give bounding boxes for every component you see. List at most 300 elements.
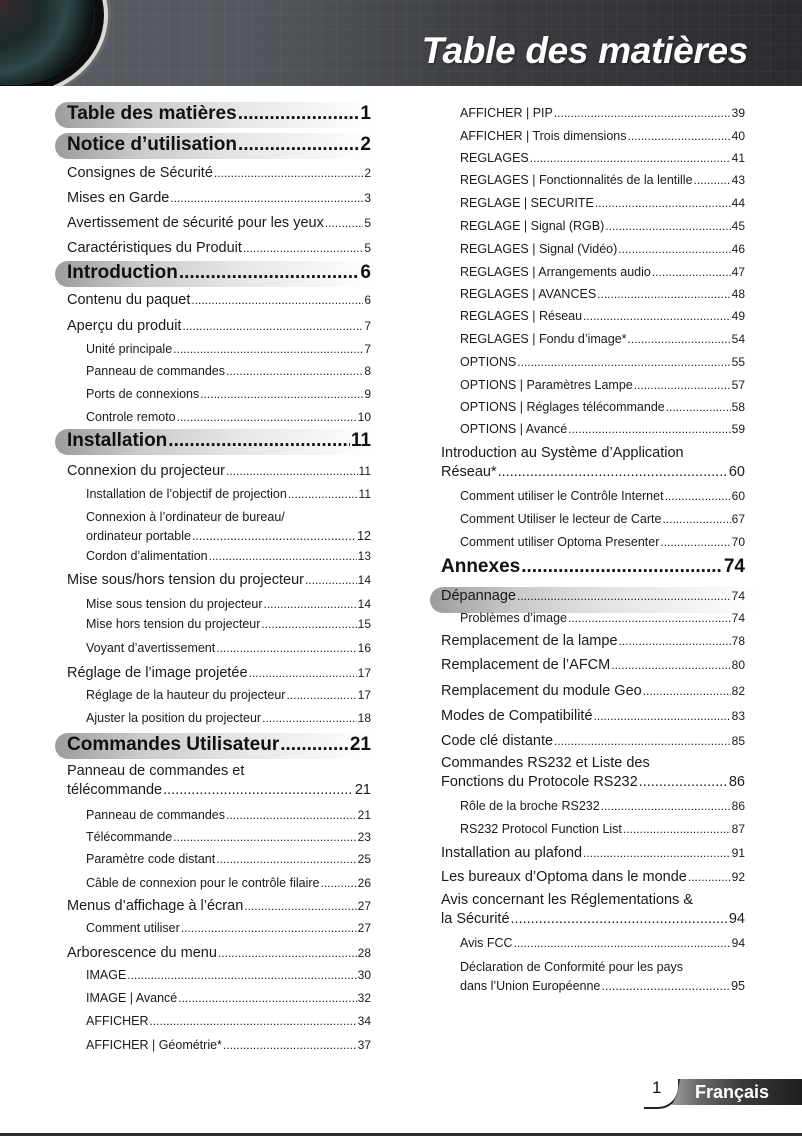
toc-page-number: 30 (357, 968, 371, 982)
toc-page-number: 11 (358, 487, 371, 501)
toc-entry[interactable] (460, 106, 745, 120)
toc-page-number: 82 (731, 684, 745, 698)
toc-entry-multiline[interactable] (441, 891, 745, 929)
toc-entry-label: Réglage de l’image projetée (67, 665, 248, 681)
dot-leader (150, 1014, 357, 1028)
toc-page-number: 8 (364, 364, 371, 378)
toc-entry-multiline[interactable] (460, 958, 745, 996)
toc-page-number: 34 (357, 1014, 371, 1028)
language-label: Français (695, 1082, 770, 1102)
toc-page-number: 39 (731, 106, 745, 120)
toc-entry[interactable] (460, 219, 745, 233)
toc-entry[interactable] (86, 410, 371, 424)
toc-entry-label: Table des matières (67, 103, 237, 124)
dot-leader (320, 876, 356, 890)
toc-page-number: 5 (364, 241, 371, 255)
toc-entry-label: REGLAGES (460, 151, 529, 165)
dot-leader (238, 134, 359, 156)
dot-leader (568, 422, 730, 436)
dot-leader (182, 319, 363, 333)
toc-entry-label: REGLAGE | SECURITE (460, 196, 594, 210)
toc-entry[interactable] (86, 1014, 371, 1028)
toc-entry[interactable] (441, 633, 745, 649)
toc-entry-label: REGLAGE | Signal (RGB) (460, 219, 605, 233)
page-number: 1 (652, 1078, 662, 1097)
dot-leader (639, 773, 728, 792)
dot-leader (595, 196, 731, 210)
dot-leader (244, 899, 356, 913)
dot-leader (226, 464, 358, 478)
toc-page-number: 9 (364, 387, 371, 401)
toc-page-number: 13 (357, 549, 371, 563)
toc-page-number: 11 (358, 464, 371, 478)
toc-entry-label: REGLAGES | Fonctionnalités de la lentille (460, 173, 693, 187)
toc-page-number: 2 (364, 166, 371, 180)
toc-page-number: 49 (731, 309, 745, 323)
toc-page-number: 47 (731, 265, 745, 279)
toc-page-number: 58 (731, 400, 745, 414)
dot-leader (262, 711, 357, 725)
toc-page-number: 25 (357, 852, 371, 866)
dot-leader (226, 808, 357, 822)
dot-leader (305, 573, 357, 587)
toc-entry[interactable] (67, 665, 371, 681)
dot-leader (168, 430, 350, 452)
toc-entry-label-line1: Panneau de commandes et (67, 763, 245, 779)
toc-entry-label: Problèmes d’image (460, 611, 567, 625)
toc-entry-label: Mise sous/hors tension du projecteur (67, 572, 304, 588)
toc-entry-label: Unité principale (86, 342, 173, 356)
toc-entry[interactable] (460, 422, 745, 436)
toc-page-number: 94 (728, 911, 745, 927)
toc-entry[interactable] (86, 852, 371, 866)
toc-entry-label: Notice d’utilisation (67, 134, 237, 155)
dot-leader (218, 946, 357, 960)
toc-page-number: 23 (357, 830, 371, 844)
toc-page-number: 70 (731, 535, 745, 549)
page-title: Table des matières (421, 30, 748, 71)
toc-entry-label: Remplacement de la lampe (441, 633, 618, 649)
toc-page-number: 14 (357, 573, 371, 587)
toc-entry[interactable] (460, 936, 745, 950)
toc-entry[interactable] (460, 287, 745, 301)
toc-entry[interactable] (67, 572, 371, 588)
toc-page-number: 17 (357, 666, 371, 680)
toc-section-heading[interactable] (67, 103, 371, 129)
toc-entry[interactable] (86, 876, 371, 890)
toc-entry[interactable] (460, 977, 745, 996)
toc-entry-label: Fonctions du Protocole RS232 (441, 774, 638, 790)
toc-entry[interactable] (460, 378, 745, 392)
dot-leader (280, 734, 349, 756)
toc-entry-label: Mises en Garde (67, 190, 170, 206)
toc-entry-label: IMAGE (86, 968, 127, 982)
dot-leader (226, 364, 363, 378)
dot-leader (173, 830, 356, 844)
toc-entry[interactable] (67, 165, 371, 181)
toc-entry[interactable] (460, 355, 745, 369)
toc-entry[interactable] (67, 215, 371, 231)
dot-leader (511, 910, 728, 929)
toc-entry-label: REGLAGES | Fondu d’image* (460, 332, 627, 346)
toc-entry-label: REGLAGES | Arrangements audio (460, 265, 651, 279)
toc-entry-label: Dépannage (441, 588, 516, 604)
dot-leader (605, 219, 730, 233)
toc-entry-label: Ajuster la position du projecteur (86, 711, 262, 725)
toc-entry-label: Caractéristiques du Produit (67, 240, 242, 256)
dot-leader (665, 489, 731, 503)
toc-entry[interactable] (67, 463, 371, 479)
toc-entry[interactable] (86, 688, 371, 702)
toc-page-number: 21 (354, 782, 371, 798)
toc-entry-label: Réseau* (441, 464, 497, 480)
toc-page-number: 15 (357, 617, 371, 631)
toc-page-number: 94 (731, 936, 745, 950)
toc-page-number: 21 (357, 808, 371, 822)
toc-entry[interactable] (460, 611, 745, 625)
toc-entry[interactable] (86, 597, 371, 611)
dot-leader (263, 597, 356, 611)
toc-entry-label: Modes de Compatibilité (441, 708, 593, 724)
dot-leader (660, 535, 730, 549)
toc-entry-label: Consignes de Sécurité (67, 165, 213, 181)
toc-page-number: 3 (364, 191, 371, 205)
toc-entry-label: Installation au plafond (441, 845, 583, 861)
toc-entry-label-line1: Avis concernant les Réglementations & (441, 892, 694, 908)
dot-leader (288, 487, 358, 501)
dot-leader (688, 870, 731, 884)
toc-entry[interactable] (441, 733, 745, 749)
toc-entry[interactable] (67, 190, 371, 206)
toc-entry[interactable] (67, 945, 371, 961)
toc-entry-label: RS232 Protocol Function List (460, 822, 622, 836)
toc-entry[interactable] (86, 364, 371, 378)
toc-entry[interactable] (86, 830, 371, 844)
toc-entry-label: la Sécurité (441, 911, 510, 927)
toc-page-number: 7 (364, 342, 371, 356)
dot-leader (521, 556, 723, 578)
toc-entry-label: OPTIONS (460, 355, 517, 369)
toc-entry[interactable] (86, 1038, 371, 1052)
toc-entry-label: Paramètre code distant (86, 852, 216, 866)
dot-leader (601, 977, 730, 996)
toc-page-number: 91 (731, 846, 745, 860)
toc-entry[interactable] (460, 799, 745, 813)
toc-page-number: 17 (357, 688, 371, 702)
toc-entry[interactable] (460, 196, 745, 210)
toc-entry-label-line1: Introduction au Système d’Application (441, 445, 684, 461)
toc-entry-label-line1: Connexion à l’ordinateur de bureau/ (86, 510, 285, 524)
dot-leader (568, 611, 731, 625)
toc-entry-label: Installation (67, 430, 168, 451)
toc-page-number: 6 (360, 262, 371, 283)
toc-entry[interactable] (67, 781, 371, 800)
toc-entry[interactable] (460, 265, 745, 279)
toc-page-number: 83 (731, 709, 745, 723)
toc-entry[interactable] (441, 910, 745, 929)
dot-leader (127, 968, 356, 982)
toc-entry-label: ordinateur portable (86, 529, 191, 543)
toc-entry-label: Mise sous tension du projecteur (86, 597, 263, 611)
dot-leader (249, 666, 357, 680)
toc-entry[interactable] (86, 342, 371, 356)
dot-leader (177, 410, 357, 424)
toc-entry-label: Mise hors tension du projecteur (86, 617, 261, 631)
toc-entry-label: Panneau de commandes (86, 808, 225, 822)
toc-entry-label: dans l’Union Européenne (460, 979, 601, 993)
toc-page-number: 48 (731, 287, 745, 301)
toc-entry-label: Câble de connexion pour le contrôle filaire (86, 876, 320, 890)
toc-page-number: 80 (731, 658, 745, 672)
toc-entry-multiline[interactable] (67, 762, 371, 800)
dot-leader (627, 129, 730, 143)
toc-page-number: 59 (731, 422, 745, 436)
toc-entry[interactable] (441, 657, 745, 673)
toc-entry[interactable] (67, 292, 371, 308)
dot-leader (583, 309, 731, 323)
toc-entry-label: Avis FCC (460, 936, 513, 950)
toc-entry-label-line1: Déclaration de Conformité pour les pays (460, 960, 684, 974)
dot-leader (652, 265, 731, 279)
toc-entry[interactable] (441, 588, 745, 604)
toc-section-heading[interactable] (67, 430, 371, 456)
toc-page-number: 54 (731, 332, 745, 346)
toc-page-number: 11 (350, 430, 371, 451)
toc-section-heading[interactable] (67, 262, 371, 288)
toc-page-number: 27 (357, 899, 371, 913)
toc-entry-label: AFFICHER (86, 1014, 149, 1028)
dot-leader (178, 991, 356, 1005)
toc-entry[interactable] (460, 151, 745, 165)
toc-entry[interactable] (441, 869, 745, 885)
toc-entry[interactable] (460, 822, 745, 836)
toc-entry[interactable] (86, 549, 371, 563)
toc-entry-label: REGLAGES | Signal (Vidéo) (460, 242, 618, 256)
toc-entry-label: AFFICHER | Trois dimensions (460, 129, 627, 143)
toc-entry-label: Comment utiliser (86, 921, 180, 935)
toc-entry[interactable] (86, 487, 371, 501)
toc-entry-label: IMAGE | Avancé (86, 991, 178, 1005)
toc-entry[interactable] (460, 535, 745, 549)
toc-entry[interactable] (460, 309, 745, 323)
toc-entry-label: Voyant d’avertissement (86, 641, 216, 655)
toc-entry[interactable] (86, 991, 371, 1005)
toc-entry[interactable] (86, 387, 371, 401)
dot-leader (181, 921, 357, 935)
toc-entry-label-line1: Commandes RS232 et Liste des (441, 755, 650, 771)
toc-page-number: 41 (731, 151, 745, 165)
dot-leader (623, 822, 731, 836)
toc-page-number: 27 (357, 921, 371, 935)
dot-leader (618, 242, 730, 256)
dot-leader (643, 684, 731, 698)
toc-entry-multiline[interactable] (441, 754, 745, 792)
toc-entry-label: Comment utiliser le Contrôle Internet (460, 489, 664, 503)
toc-entry-label: AFFICHER | PIP (460, 106, 553, 120)
toc-section-heading[interactable] (67, 134, 371, 160)
toc-section-heading[interactable] (67, 734, 371, 760)
toc-entry-label: Installation de l’objectif de projection (86, 487, 287, 501)
toc-entry[interactable] (86, 921, 371, 935)
toc-page-number: 14 (357, 597, 371, 611)
toc-page-number: 18 (357, 711, 371, 725)
dot-leader (514, 936, 731, 950)
toc-entry-label: OPTIONS | Avancé (460, 422, 568, 436)
dot-leader (223, 1038, 357, 1052)
toc-page-number: 43 (731, 173, 745, 187)
toc-entry-label: Annexes (441, 556, 521, 577)
dot-leader (214, 166, 363, 180)
toc-entry[interactable] (441, 845, 745, 861)
dot-leader (179, 262, 360, 284)
toc-page-number: 45 (731, 219, 745, 233)
dot-leader (619, 634, 731, 648)
toc-page-number: 12 (357, 529, 371, 543)
toc-entry-label: Commandes Utilisateur (67, 734, 280, 755)
dot-leader (666, 400, 731, 414)
toc-entry[interactable] (86, 968, 371, 982)
toc-entry[interactable] (441, 708, 745, 724)
dot-leader (261, 617, 356, 631)
toc-entry-label: Connexion du projecteur (67, 463, 225, 479)
toc-entry-label: Panneau de commandes (86, 364, 225, 378)
toc-entry-label: Arborescence du menu (67, 945, 217, 961)
toc-entry-label: REGLAGES | AVANCES (460, 287, 597, 301)
toc-entry-label: Menus d’affichage à l’écran (67, 898, 244, 914)
toc-page-number: 26 (357, 876, 371, 890)
toc-entry-label: Cordon d’alimentation (86, 549, 208, 563)
dot-leader (611, 658, 730, 672)
toc-entry-label: Controle remoto (86, 410, 176, 424)
toc-page-number: 78 (731, 634, 745, 648)
toc-entry-label: Les bureaux d’Optoma dans le monde (441, 869, 687, 885)
page-header-banner (0, 0, 802, 86)
toc-entry[interactable] (460, 512, 745, 526)
toc-entry-label: OPTIONS | Paramètres Lampe (460, 378, 633, 392)
toc-entry[interactable] (441, 463, 745, 482)
toc-page-number: 16 (357, 641, 371, 655)
toc-page-number: 5 (364, 216, 371, 230)
dot-leader (517, 355, 730, 369)
toc-page-number: 2 (360, 134, 371, 155)
toc-page-number: 92 (731, 870, 745, 884)
toc-entry[interactable] (86, 617, 371, 631)
toc-page-number: 6 (364, 293, 371, 307)
toc-page-number: 85 (731, 734, 745, 748)
toc-page-number: 57 (731, 378, 745, 392)
dot-leader (662, 512, 730, 526)
dot-leader (594, 709, 731, 723)
toc-page-number: 37 (357, 1038, 371, 1052)
dot-leader (325, 216, 363, 230)
toc-page-number: 74 (731, 611, 745, 625)
toc-entry-label: Ports de connexions (86, 387, 200, 401)
dot-leader (216, 852, 356, 866)
toc-entry[interactable] (86, 711, 371, 725)
toc-entry-label: Remplacement de l’AFCM (441, 657, 611, 673)
toc-entry-label: REGLAGES | Réseau (460, 309, 583, 323)
toc-entry[interactable] (441, 683, 745, 699)
dot-leader (192, 527, 356, 546)
toc-section-heading[interactable] (441, 556, 745, 582)
dot-leader (601, 799, 731, 813)
toc-entry-label: télécommande (67, 782, 163, 798)
dot-leader (583, 846, 731, 860)
dot-leader (498, 463, 728, 482)
dot-leader (286, 688, 356, 702)
toc-entry-label: Comment Utiliser le lecteur de Carte (460, 512, 662, 526)
dot-leader (191, 293, 363, 307)
dot-leader (628, 332, 731, 346)
toc-entry-multiline[interactable] (86, 508, 371, 546)
toc-entry-label: Télécommande (86, 830, 173, 844)
dot-leader (238, 103, 360, 125)
toc-page-number: 46 (731, 242, 745, 256)
toc-entry[interactable] (67, 318, 371, 334)
toc-entry-label: AFFICHER | Géométrie* (86, 1038, 222, 1052)
toc-entry-label: Remplacement du module Geo (441, 683, 642, 699)
toc-entry-label: Aperçu du produit (67, 318, 182, 334)
toc-page-number: 1 (360, 103, 371, 124)
toc-entry-label: Introduction (67, 262, 178, 283)
dot-leader (216, 641, 356, 655)
toc-entry-multiline[interactable] (441, 444, 745, 482)
toc-entry[interactable] (460, 400, 745, 414)
toc-page-number: 74 (723, 556, 745, 577)
toc-page-number: 7 (364, 319, 371, 333)
toc-page-number: 95 (731, 979, 745, 993)
dot-leader (634, 378, 731, 392)
dot-leader (209, 549, 357, 563)
toc-page-number: 44 (731, 196, 745, 210)
toc-entry[interactable] (460, 129, 745, 143)
toc-entry-label: OPTIONS | Réglages télécommande (460, 400, 665, 414)
toc-entry-label: Rôle de la broche RS232 (460, 799, 600, 813)
toc-page-number: 86 (728, 774, 745, 790)
toc-page-number: 87 (731, 822, 745, 836)
toc-page-number: 21 (349, 734, 371, 755)
toc-entry[interactable] (86, 808, 371, 822)
toc-entry[interactable] (67, 898, 371, 914)
toc-entry[interactable] (86, 527, 371, 546)
toc-page-number: 86 (731, 799, 745, 813)
toc-entry-label: Comment utiliser Optoma Presenter (460, 535, 660, 549)
dot-leader (173, 342, 363, 356)
toc-page-number: 40 (731, 129, 745, 143)
toc-page-number: 60 (728, 464, 745, 480)
toc-entry-label: Réglage de la hauteur du projecteur (86, 688, 286, 702)
toc-entry[interactable] (86, 641, 371, 655)
dot-leader (554, 734, 731, 748)
dot-leader (163, 781, 354, 800)
toc-entry[interactable] (460, 242, 745, 256)
projector-lens-image (0, 0, 95, 85)
dot-leader (597, 287, 730, 301)
toc-entry[interactable] (460, 173, 745, 187)
toc-page-number: 67 (731, 512, 745, 526)
toc-entry-label: Avertissement de sécurité pour les yeux (67, 215, 324, 231)
toc-entry[interactable] (441, 773, 745, 792)
dot-leader (530, 151, 731, 165)
toc-entry[interactable] (67, 240, 371, 256)
toc-entry[interactable] (460, 332, 745, 346)
toc-page-number: 60 (731, 489, 745, 503)
dot-leader (694, 173, 731, 187)
toc-page-number: 10 (357, 410, 371, 424)
dot-leader (243, 241, 363, 255)
dot-leader (554, 106, 731, 120)
toc-entry[interactable] (460, 489, 745, 503)
